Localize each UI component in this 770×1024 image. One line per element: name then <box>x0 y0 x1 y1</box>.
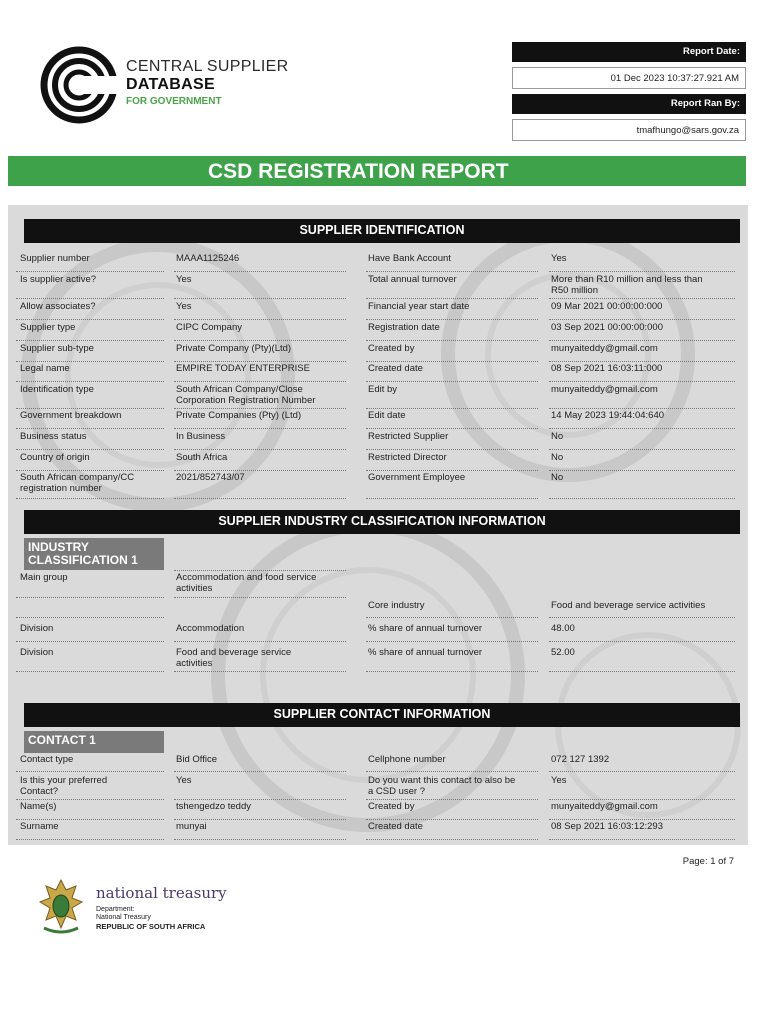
divider <box>16 408 164 409</box>
divider <box>16 319 164 320</box>
industry-sub-line-2: CLASSIFICATION 1 <box>28 553 138 567</box>
report-date-label: Report Date: <box>512 42 746 62</box>
divider <box>16 271 164 272</box>
brand-line-3: FOR GOVERNMENT <box>126 96 222 107</box>
national-treasury-name: national treasury <box>96 884 227 902</box>
divider <box>549 671 735 672</box>
divider <box>174 570 346 571</box>
main-group-label: Main group <box>20 572 68 583</box>
csd-emblem-icon <box>40 46 118 124</box>
brand-line-2: DATABASE <box>126 76 215 93</box>
core-industry-value: Food and beverage service activities <box>551 600 706 611</box>
field-value: In Business <box>176 431 226 442</box>
divider <box>549 799 735 800</box>
field-value: No <box>551 452 564 463</box>
division-2-share-value: 52.00 <box>551 647 575 658</box>
contact-value: tshengedzo teddy <box>176 801 252 812</box>
field-label: Identification type <box>20 384 94 395</box>
field-value: South Africa <box>176 452 228 463</box>
divider <box>549 449 735 450</box>
divider <box>366 498 538 499</box>
divider <box>174 428 346 429</box>
field-label: Created date <box>368 363 423 374</box>
field-value-line-1: More than R10 million and less than <box>551 274 703 285</box>
divider <box>549 298 735 299</box>
divider <box>174 271 346 272</box>
field-value-line-1: South African Company/Close <box>176 384 303 395</box>
section-contact-information: SUPPLIER CONTACT INFORMATION <box>24 703 740 727</box>
divider <box>174 361 346 362</box>
contact-subheading: CONTACT 1 <box>24 731 164 753</box>
divider <box>174 597 346 598</box>
field-label: Business status <box>20 431 87 442</box>
field-value: No <box>551 472 564 483</box>
divider <box>549 408 735 409</box>
divider <box>16 298 164 299</box>
contact-label-line-1: Is this your preferred <box>20 775 108 786</box>
contact-value: Bid Office <box>176 754 218 765</box>
divider <box>366 408 538 409</box>
divider <box>174 340 346 341</box>
national-treasury-sub: National Treasury <box>96 914 151 921</box>
divider <box>366 819 538 820</box>
divider <box>549 771 735 772</box>
divider <box>174 319 346 320</box>
field-label-line-2: registration number <box>20 483 102 494</box>
field-label <box>20 472 134 494</box>
divider <box>16 361 164 362</box>
divider <box>549 340 735 341</box>
field-label: Government breakdown <box>20 410 122 421</box>
report-date-value: 01 Dec 2023 10:37:27.921 AM <box>512 67 746 89</box>
divider <box>549 361 735 362</box>
divider <box>16 819 164 820</box>
main-group-value <box>176 572 316 594</box>
field-label-line-1: South African company/CC <box>20 472 135 483</box>
field-label: Have Bank Account <box>368 253 451 264</box>
division-2-share-label: % share of annual turnover <box>368 647 483 658</box>
contact-label-line-2: Contact? <box>20 786 59 797</box>
field-value: Private Company (Pty)(Ltd) <box>176 343 292 354</box>
field-label: Supplier sub-type <box>20 343 94 354</box>
divider <box>16 340 164 341</box>
page-number: Page: 1 of 7 <box>682 856 734 867</box>
core-industry-label: Core industry <box>368 600 425 611</box>
divider <box>16 470 164 471</box>
division-1-share-label: % share of annual turnover <box>368 623 483 634</box>
field-value-line-2: Corporation Registration Number <box>176 395 316 406</box>
industry-sub-line-1: INDUSTRY <box>28 540 89 554</box>
field-value: EMPIRE TODAY ENTERPRISE <box>176 363 310 374</box>
divider <box>366 617 538 618</box>
contact-value: munyai <box>176 821 207 832</box>
field-label: Country of origin <box>20 452 90 463</box>
divider <box>16 839 164 840</box>
field-value: Yes <box>176 274 192 285</box>
divider <box>366 340 538 341</box>
division-2-value-line-1: Food and beverage service <box>176 647 292 658</box>
contact-value: Yes <box>551 775 567 786</box>
field-label: Supplier type <box>20 322 76 333</box>
divider <box>366 839 538 840</box>
industry-classification-subheading <box>24 538 164 570</box>
field-value: CIPC Company <box>176 322 242 333</box>
field-value: Yes <box>551 253 567 264</box>
contact-value: 072 127 1392 <box>551 754 610 765</box>
division-1-value: Accommodation <box>176 623 245 634</box>
field-value <box>551 274 703 296</box>
divider <box>366 271 538 272</box>
divider <box>549 641 735 642</box>
divider <box>549 271 735 272</box>
divider <box>174 641 346 642</box>
national-treasury-country: REPUBLIC OF SOUTH AFRICA <box>96 922 206 931</box>
main-group-value-line-1: Accommodation and food service <box>176 572 317 583</box>
field-value: 03 Sep 2021 00:00:00:000 <box>551 322 663 333</box>
division-1-label: Division <box>20 623 54 634</box>
report-ran-by-value: tmafhungo@sars.gov.za <box>512 119 746 141</box>
contact-value: Yes <box>176 775 192 786</box>
divider <box>366 428 538 429</box>
divider <box>549 617 735 618</box>
contact-label: Created by <box>368 801 415 812</box>
contact-label: Cellphone number <box>368 754 446 765</box>
divider <box>16 428 164 429</box>
divider <box>16 799 164 800</box>
field-value: 09 Mar 2021 00:00:00:000 <box>551 301 663 312</box>
contact-value: 08 Sep 2021 16:03:12:293 <box>551 821 663 832</box>
brand-line-1: CENTRAL SUPPLIER <box>126 58 289 75</box>
contact-label <box>20 775 107 797</box>
field-label: Created by <box>368 343 415 354</box>
field-value: No <box>551 431 564 442</box>
divider <box>16 498 164 499</box>
divider <box>366 641 538 642</box>
divider <box>174 839 346 840</box>
field-label: Supplier number <box>20 253 90 264</box>
field-label: Allow associates? <box>20 301 96 312</box>
divider <box>366 361 538 362</box>
divider <box>366 671 538 672</box>
contact-label: Name(s) <box>20 801 57 812</box>
divider <box>174 771 346 772</box>
csd-logo <box>40 46 290 126</box>
field-label: Financial year start date <box>368 301 470 312</box>
coat-of-arms-icon <box>36 876 86 936</box>
field-value: 08 Sep 2021 16:03:11:000 <box>551 363 663 374</box>
divider <box>16 617 164 618</box>
divider <box>16 771 164 772</box>
field-value <box>176 384 315 406</box>
field-label: Edit by <box>368 384 398 395</box>
division-2-value-line-2: activities <box>176 658 213 669</box>
report-ran-by-label: Report Ran By: <box>512 94 746 114</box>
divider <box>16 449 164 450</box>
field-value: munyaiteddy@gmail.com <box>551 343 658 354</box>
field-value: munyaiteddy@gmail.com <box>551 384 658 395</box>
section-supplier-identification: SUPPLIER IDENTIFICATION <box>24 219 740 243</box>
field-label: Restricted Director <box>368 452 447 463</box>
field-label: Restricted Supplier <box>368 431 449 442</box>
divider <box>366 381 538 382</box>
field-value: 14 May 2023 19:44:04:640 <box>551 410 665 421</box>
field-label: Total annual turnover <box>368 274 457 285</box>
divider <box>174 671 346 672</box>
field-value: MAAA1125246 <box>176 253 240 264</box>
contact-label <box>368 775 515 797</box>
contact-label: Contact type <box>20 754 74 765</box>
section-industry-classification: SUPPLIER INDUSTRY CLASSIFICATION INFORMATION <box>24 510 740 534</box>
main-group-value-line-2: activities <box>176 583 213 594</box>
divider <box>174 381 346 382</box>
divider <box>16 641 164 642</box>
contact-label-line-1: Do you want this contact to also be <box>368 775 516 786</box>
divider <box>549 319 735 320</box>
field-value: Private Companies (Pty) (Ltd) <box>176 410 302 421</box>
divider <box>174 819 346 820</box>
divider <box>549 470 735 471</box>
report-panel <box>8 205 748 845</box>
divider <box>16 671 164 672</box>
divider <box>366 449 538 450</box>
field-label: Government Employee <box>368 472 466 483</box>
divider <box>16 597 164 598</box>
divider <box>366 771 538 772</box>
divider <box>549 839 735 840</box>
field-label: Edit date <box>368 410 406 421</box>
divider <box>174 498 346 499</box>
field-label: Is supplier active? <box>20 274 97 285</box>
divider <box>549 381 735 382</box>
contact-label-line-2: a CSD user ? <box>368 786 426 797</box>
contact-label: Created date <box>368 821 423 832</box>
divider <box>366 298 538 299</box>
divider <box>16 381 164 382</box>
divider <box>366 319 538 320</box>
divider <box>174 298 346 299</box>
field-label: Legal name <box>20 363 70 374</box>
national-treasury-dept: Department: <box>96 906 135 913</box>
field-value-line-2: R50 million <box>551 285 598 296</box>
division-2-value <box>176 647 291 669</box>
division-1-share-value: 48.00 <box>551 623 575 634</box>
contact-label: Surname <box>20 821 59 832</box>
field-label: Registration date <box>368 322 440 333</box>
page-title: CSD REGISTRATION REPORT <box>8 156 746 186</box>
divider <box>174 408 346 409</box>
contact-value: munyaiteddy@gmail.com <box>551 801 658 812</box>
field-value: 2021/852743/07 <box>176 472 245 483</box>
division-2-label: Division <box>20 647 54 658</box>
divider <box>549 498 735 499</box>
divider <box>174 470 346 471</box>
field-value: Yes <box>176 301 192 312</box>
national-treasury-logo <box>36 876 236 940</box>
divider <box>174 449 346 450</box>
divider <box>366 799 538 800</box>
divider <box>366 470 538 471</box>
divider <box>549 428 735 429</box>
divider <box>174 799 346 800</box>
divider <box>549 819 735 820</box>
